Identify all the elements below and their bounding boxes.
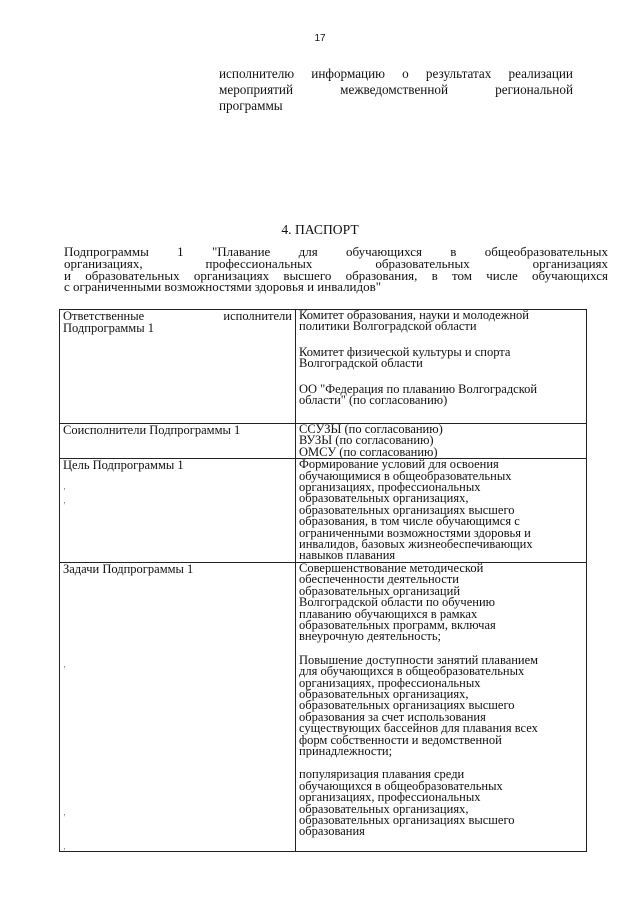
value-line: Волгоградской области по обучению: [299, 595, 495, 610]
value-line: ограниченными возможностями здоровья и: [299, 525, 531, 540]
row-label: [60, 310, 296, 424]
responsible-paragraph: [299, 381, 583, 408]
intro-paragraph: [219, 66, 573, 114]
value-line: Комитет образования, науки и молодежной: [299, 308, 529, 322]
responsible-paragraph: [299, 310, 583, 333]
value-line: навыков плавания: [299, 548, 396, 563]
intro-line: мероприятий межведомственной региональной: [219, 82, 573, 97]
value-line: инвалидов, базовых жизнеобеспечивающих: [299, 537, 533, 552]
label-left: Ответственные: [63, 309, 145, 323]
value-line: принадлежности;: [299, 743, 393, 758]
section-title: 4. ПАСПОРТ: [281, 222, 359, 237]
value-line: обеспеченности деятельности: [299, 572, 459, 587]
scan-mark: ‚: [63, 658, 66, 669]
subtitle-line: с ограниченными возможностями здоровья и инвалидов": [64, 279, 382, 295]
scan-mark: ‚: [63, 481, 66, 492]
value-line: организациях, профессиональных: [299, 480, 481, 495]
value-line: обучающимися в общеобразовательных: [299, 468, 512, 483]
page-number: 17: [314, 33, 326, 44]
value-line: ОО "Федерация по плаванию Волгоградской: [299, 381, 538, 396]
value-line: ОМСУ (по согласованию): [299, 444, 438, 459]
value-line: образовательных организациях,: [299, 686, 469, 701]
intro-line: программы: [219, 98, 283, 113]
scan-mark: ‚: [63, 806, 66, 817]
subtitle-line: организациях, профессиональных образовательных организациях: [64, 255, 608, 271]
value-line: Формирование условий для освоения: [299, 457, 499, 472]
passport-table: [59, 309, 587, 852]
value-line: образовательных организациях высшего: [299, 502, 515, 517]
row-value: [296, 562, 587, 851]
subtitle-line: и образовательных организациях высшего образования, в том числе обучающихся: [64, 267, 608, 283]
scan-mark: ‚: [63, 840, 66, 851]
value-line: образовательных программ, включая: [299, 617, 496, 632]
value-line: плаванию обучающихся в рамках: [299, 606, 478, 621]
row-value: [296, 459, 587, 563]
value-line: внеурочную деятельность;: [299, 629, 441, 644]
value-line: политики Волгоградской области: [299, 319, 477, 334]
value-line: образовательных организациях высшего: [299, 813, 515, 827]
value-line: образовательных организациях высшего: [299, 698, 515, 713]
value-line: существующих бассейнов для плавания всех: [299, 721, 538, 736]
value-line: популяризация плавания среди: [299, 767, 465, 782]
value-line: организациях, профессиональных: [299, 790, 481, 805]
task-paragraph: [299, 652, 583, 758]
value-line: образовательных организаций: [299, 583, 461, 598]
table-row-responsible: [60, 310, 587, 424]
table-row-goal: [60, 459, 587, 563]
task-paragraph: [299, 560, 583, 644]
label-line: Цель Подпрограммы 1: [63, 458, 184, 473]
value-line: Повышение доступности занятий плаванием: [299, 652, 539, 667]
row-value: [296, 424, 587, 459]
value-line: форм собственности и ведомственной: [299, 732, 502, 747]
task-paragraph: [299, 769, 583, 837]
scan-mark: ‚: [63, 495, 66, 506]
row-label: [60, 562, 296, 851]
label-right: исполнители: [223, 309, 292, 323]
subprogram-title: [64, 246, 608, 293]
row-label: Соисполнители Подпрограммы 1: [60, 424, 296, 459]
value-line: образовательных организациях,: [299, 491, 469, 506]
label-line: Задачи Подпрограммы 1: [63, 561, 194, 576]
value-line: ВУЗЫ (по согласованию): [299, 433, 434, 448]
value-line: области" (по согласованию): [299, 393, 448, 408]
value-line: образования, в том числе обучающимся с: [299, 514, 520, 529]
row-label: [60, 459, 296, 563]
value-line: ССУЗЫ (по согласованию): [299, 422, 443, 436]
value-line: образования за счет использования: [299, 709, 486, 724]
responsible-paragraph: [299, 344, 583, 371]
value-line: Совершенствование методической: [299, 560, 484, 575]
value-line: обучающихся в общеобразовательных: [299, 778, 503, 793]
value-line: Волгоградской области: [299, 356, 423, 371]
value-line: Комитет физической культуры и спорта: [299, 344, 511, 359]
table-row-co-executors: [60, 424, 587, 459]
value-line: организациях, профессиональных: [299, 675, 481, 690]
row-value: [296, 310, 587, 424]
label-line: Подпрограммы 1: [63, 321, 154, 335]
table-row-tasks: [60, 562, 587, 851]
value-line: образовательных организациях,: [299, 801, 469, 816]
intro-line: исполнителю информацию о результатах реализации: [219, 66, 573, 81]
subtitle-line: Подпрограммы 1 "Плавание для обучающихся в общеобразовательных: [64, 244, 608, 259]
value-line: для обучающихся в общеобразовательных: [299, 664, 525, 679]
value-line: образования: [299, 824, 365, 839]
